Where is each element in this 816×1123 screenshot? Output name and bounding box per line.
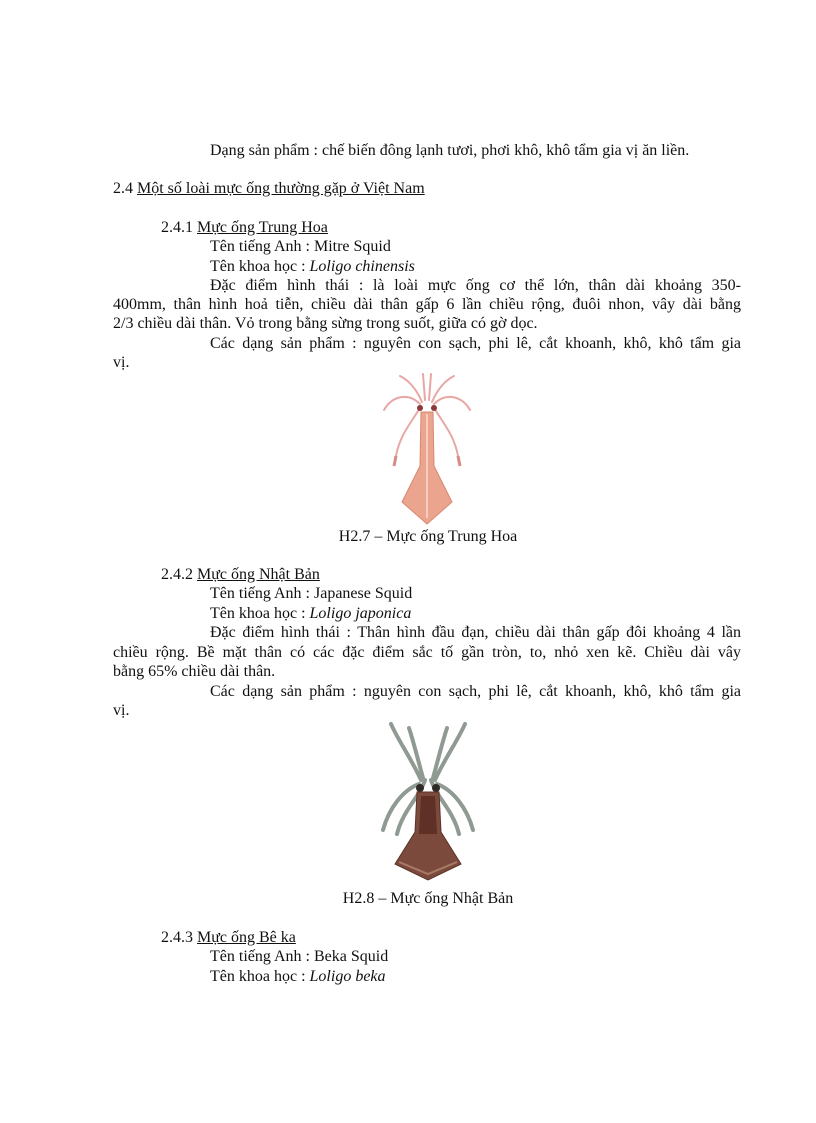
- morphology-line: 400mm, thân hình hoả tiễn, chiều dài thân gấp 6 lần chiều rộng, đuôi nhon, vây dài bằng: [113, 296, 741, 313]
- scientific-name-label: Tên khoa học :: [210, 968, 310, 985]
- scientific-name-value: Loligo beka: [309, 968, 386, 985]
- english-name-value: Mitre Squid: [313, 238, 391, 255]
- figure-caption: H2.7 – Mực ống Trung Hoa: [338, 528, 518, 545]
- figure-caption: H2.8 – Mực ống Nhật Bản: [342, 890, 514, 907]
- subsection-number: 2.4.2: [161, 566, 193, 583]
- morphology-line: Đặc điểm hình thái : Thân hình đầu đạn, chiều dài thân gấp đôi khoảng 4 lần: [210, 624, 741, 641]
- subsection-number: 2.4.1: [161, 219, 193, 236]
- subsection-title: Mực ống Trung Hoa: [197, 219, 328, 236]
- scientific-name-label: Tên khoa học :: [210, 605, 310, 622]
- english-name-line: [210, 584, 412, 603]
- section-number: 2.4: [113, 180, 133, 197]
- morphology-line: Đặc điểm hình thái : là loài mực ống cơ thể lớn, thân dài khoảng 350-: [210, 277, 741, 294]
- section-title: Một số loài mực ống thường gặp ở Việt Nam: [137, 180, 425, 197]
- english-name-label: Tên tiếng Anh :: [210, 238, 314, 255]
- squid-image-mitre: [378, 370, 476, 526]
- section-heading: [113, 179, 425, 198]
- english-name-label: Tên tiếng Anh :: [210, 585, 314, 602]
- english-name-line: [210, 947, 388, 966]
- products-line: Các dạng sản phẩm : nguyên con sạch, phi lê, cắt khoanh, khô, khô tẩm gia: [210, 335, 741, 352]
- products-line: vị.: [113, 702, 130, 719]
- products-line: vị.: [113, 354, 130, 371]
- morphology-line: bằng 65% chiều dài thân.: [113, 663, 276, 680]
- product-forms-text: Dạng sản phẩm : chế biến đông lạnh tươi, phơi khô, khô tẩm gia vị ăn liền.: [210, 142, 690, 159]
- english-name-value: Japanese Squid: [313, 585, 413, 602]
- english-name-label: Tên tiếng Anh :: [210, 948, 314, 965]
- scientific-name-line: [210, 257, 415, 276]
- morphology-line: 2/3 chiều dài thân. Vỏ trong bằng sừng trong suốt, giữa có gờ dọc.: [113, 315, 538, 332]
- subsection-number: 2.4.3: [161, 929, 193, 946]
- subsection-title: Mực ống Nhật Bản: [197, 566, 320, 583]
- subsection-heading-3: [161, 928, 296, 947]
- scientific-name-value: Loligo japonica: [309, 605, 412, 622]
- scientific-name-line: [210, 604, 411, 623]
- morphology-line: chiều rộng. Bề mặt thân có các đặc điểm sắc tố gần tròn, to, nhỏ xen kẽ. Chiều dài vây: [113, 644, 741, 661]
- subsection-heading-1: [161, 218, 328, 237]
- products-line: Các dạng sản phẩm : nguyên con sạch, phi lê, cắt khoanh, khô, khô tẩm gia: [210, 683, 741, 700]
- scientific-name-line: [210, 967, 386, 986]
- english-name-value: Beka Squid: [313, 948, 389, 965]
- scientific-name-label: Tên khoa học :: [210, 258, 310, 275]
- english-name-line: [210, 237, 391, 256]
- subsection-title: Mực ống Bê ka: [197, 929, 296, 946]
- squid-image-japanese: [367, 718, 489, 882]
- scientific-name-value: Loligo chinensis: [309, 258, 415, 275]
- subsection-heading-2: [161, 565, 320, 584]
